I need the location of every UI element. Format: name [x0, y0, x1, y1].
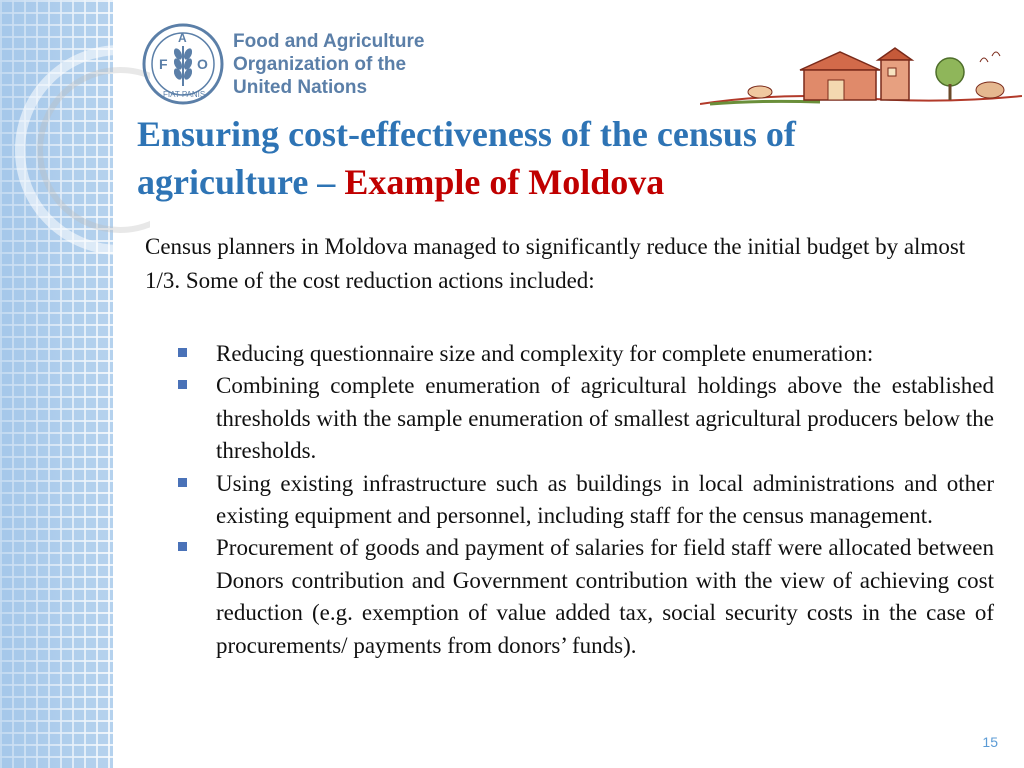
emblem-letter-left: F [159, 56, 168, 72]
organization-name-line-1: Food and Agriculture [233, 31, 425, 52]
title-accent: Example of Moldova [344, 162, 665, 202]
bullet-list [176, 338, 994, 662]
bullet-text: Procurement of goods and payment of salaries for field staff were allocated between Donors contribution and Government contribution with the view of achieving cost reduction (e.g. exemption of value added tax, social security costs in the case of procurements/ payments from donors’ funds). [216, 535, 994, 658]
title-part-1: Ensuring cost-effectiveness of the census of [137, 114, 796, 154]
bullet-item [176, 338, 994, 370]
page-number: 15 [982, 734, 998, 750]
decorative-arc [0, 0, 150, 300]
bullet-text: Reducing questionnaire size and complexity for complete enumeration: [216, 341, 874, 366]
intro-paragraph: Census planners in Moldova managed to significantly reduce the initial budget by almost 1/3. Some of the cost reduction actions included: [145, 234, 966, 293]
square-bullet-icon [178, 542, 187, 551]
square-bullet-icon [178, 348, 187, 357]
organization-name-line-2: Organization of the [233, 54, 407, 75]
emblem-bottom-text: FIAT PANIS [163, 90, 206, 99]
emblem-letter-right: O [197, 56, 208, 72]
bullet-text: Using existing infrastructure such as buildings in local administrations and other existing equipment and personnel, including staff for the census management. [216, 470, 994, 529]
farm-illustration-icon [700, 42, 1022, 108]
emblem-letter-top: A [178, 31, 187, 45]
organization-name [233, 30, 424, 99]
organization-name-line-3: United Nations [233, 77, 368, 98]
bullet-text: Combining complete enumeration of agricultural holdings above the established thresholds with the sample enumeration of smallest agricultural producers below the thresholds. [216, 373, 994, 464]
bullet-item [176, 370, 994, 467]
square-bullet-icon [178, 478, 187, 487]
title-part-2: agriculture – [137, 162, 345, 202]
square-bullet-icon [178, 380, 187, 389]
slide-title [137, 110, 997, 206]
bullet-item [176, 532, 994, 662]
fao-emblem-icon [141, 22, 225, 106]
bullet-item [176, 468, 994, 533]
